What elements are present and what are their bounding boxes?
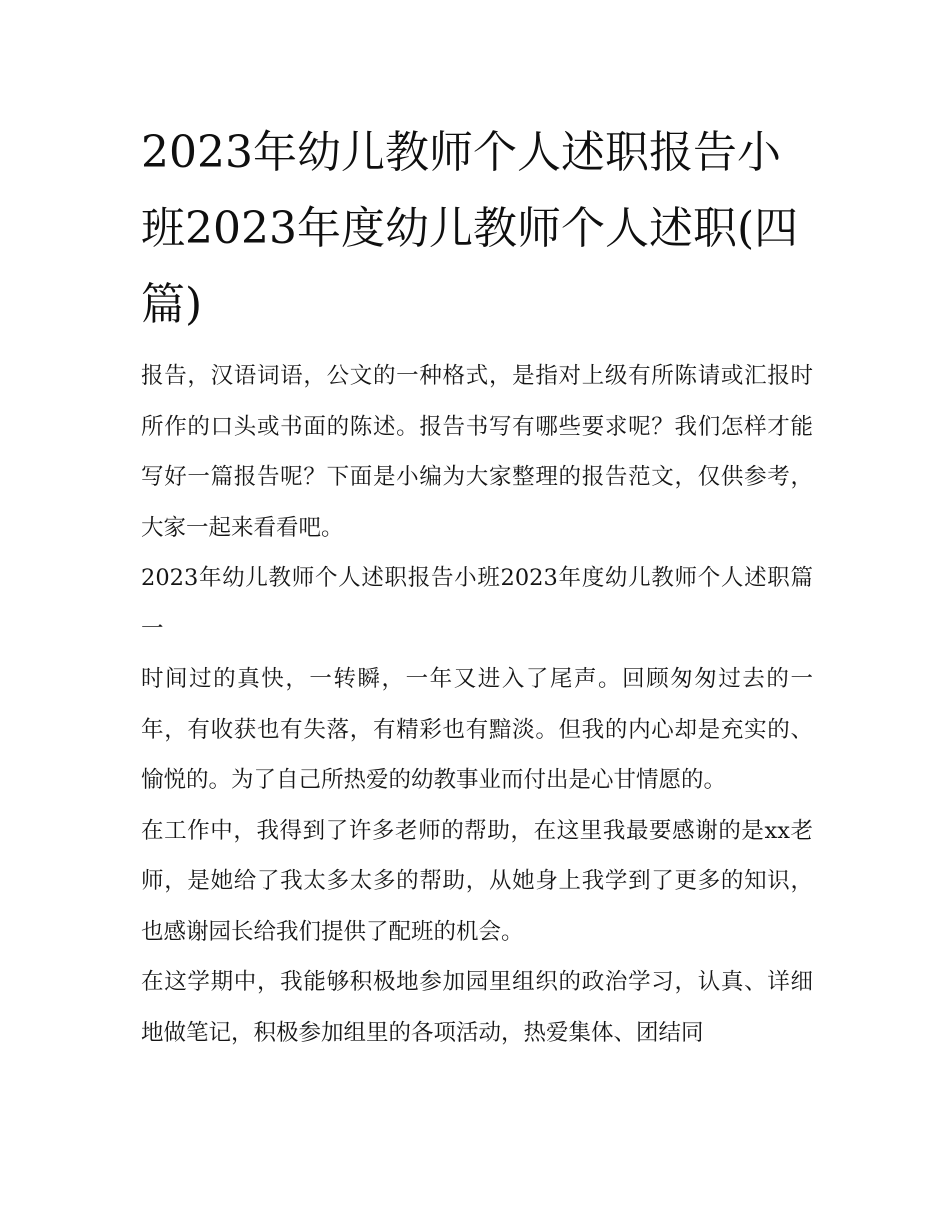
document-content bbox=[141, 115, 813, 1058]
body-paragraph: 时间过的真快，一转瞬，一年又进入了尾声。回顾匆匆过去的一年，有收获也有失落，有精彩也有黯淡。但我的内心却是充实的、愉悦的。为了自己所热爱的幼教事业而付出是心甘情愿的。 bbox=[141, 666, 813, 793]
intro-paragraph: 报告，汉语词语，公文的一种格式，是指对上级有所陈请或汇报时所作的口头或书面的陈述。报告书写有哪些要求呢？我们怎样才能写好一篇报告呢？下面是小编为大家整理的报告范文，仅供参考，大家一起来看看吧。 bbox=[141, 363, 813, 541]
document-body bbox=[141, 351, 813, 1058]
document-title: 2023年幼儿教师个人述职报告小班2023年度幼儿教师个人述职(四篇) bbox=[141, 127, 799, 330]
body-paragraph: 在工作中，我得到了许多老师的帮助，在这里我最要感谢的是xx老师，是她给了我太多太多的帮助，从她身上我学到了更多的知识，也感谢园长给我们提供了配班的机会。 bbox=[141, 817, 813, 945]
body-paragraph: 在这学期中，我能够积极地参加园里组织的政治学习，认真、详细地做笔记，积极参加组里的各项活动，热爱集体、团结同 bbox=[141, 969, 813, 1046]
section-heading: 2023年幼儿教师个人述职报告小班2023年度幼儿教师个人述职篇一 bbox=[141, 565, 813, 642]
